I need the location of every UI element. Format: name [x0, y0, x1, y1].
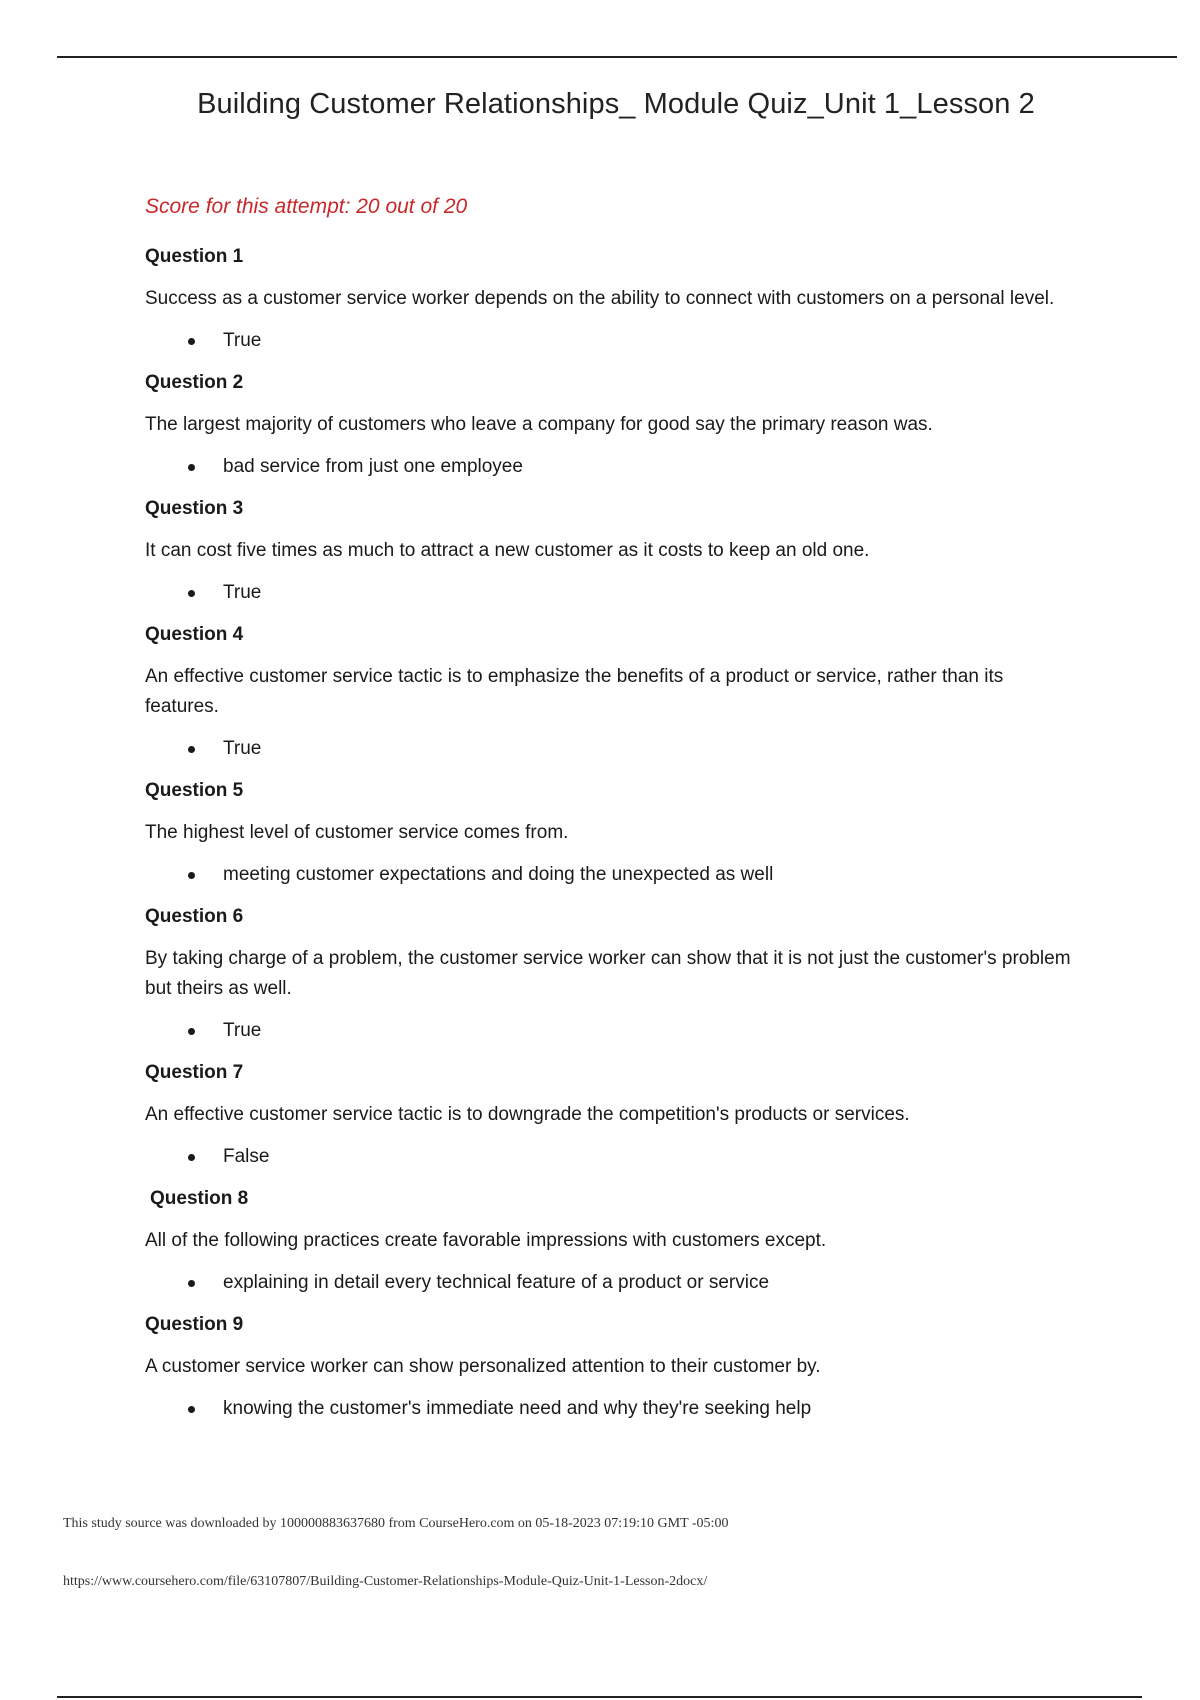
question-label: Question 4 — [145, 624, 244, 645]
score-text: Score for this attempt: 20 out of 20 — [145, 195, 468, 218]
question-7 — [145, 1060, 1080, 1172]
answer-text: True — [223, 330, 262, 351]
question-label: Question 8 — [150, 1188, 249, 1209]
question-label: Question 3 — [145, 498, 244, 519]
question-label: Question 2 — [145, 372, 244, 393]
answer-item — [145, 452, 1080, 482]
bullet-icon — [188, 1028, 195, 1035]
question-text: A customer service worker can show personalized attention to their customer by. — [145, 1356, 821, 1377]
answer-item — [145, 326, 1080, 356]
answer-item — [145, 578, 1080, 608]
answer-item — [145, 1268, 1080, 1298]
answer-item — [145, 1394, 1080, 1424]
question-6 — [145, 904, 1080, 1046]
question-2 — [145, 370, 1080, 482]
answer-text: True — [223, 738, 262, 759]
bullet-icon — [188, 338, 195, 345]
source-note: This study source was downloaded by 100000883637680 from CourseHero.com on 05-18-2023 07:19:10 GMT -05:00 — [63, 1516, 729, 1531]
question-text: The highest level of customer service comes from. — [145, 822, 569, 843]
question-text: Success as a customer service worker depends on the ability to connect with customers on a personal level. — [145, 288, 1055, 309]
question-text: An effective customer service tactic is to downgrade the competition's products or services. — [145, 1104, 910, 1125]
quiz-content — [145, 192, 1080, 1438]
bullet-icon — [188, 590, 195, 597]
question-3 — [145, 496, 1080, 608]
question-label: Question 7 — [145, 1062, 244, 1083]
bullet-icon — [188, 872, 195, 879]
answer-item — [145, 1142, 1080, 1172]
question-text: By taking charge of a problem, the customer service worker can show that it is not just the customer's problem but theirs as well. — [145, 948, 1071, 999]
question-4 — [145, 622, 1080, 764]
answer-text: False — [223, 1146, 270, 1167]
question-label: Question 6 — [145, 906, 244, 927]
bullet-icon — [188, 464, 195, 471]
source-url-link[interactable]: https://www.coursehero.com/file/63107807/Building-Customer-Relationships-Module-Quiz-Unit-1-Lesson-2docx/ — [63, 1574, 708, 1589]
question-5 — [145, 778, 1080, 890]
bullet-icon — [188, 746, 195, 753]
answer-item — [145, 860, 1080, 890]
question-9 — [145, 1312, 1080, 1424]
question-text: The largest majority of customers who leave a company for good say the primary reason was. — [145, 414, 933, 435]
bottom-rule — [57, 1696, 1142, 1698]
answer-item — [145, 734, 1080, 764]
question-text: An effective customer service tactic is to emphasize the benefits of a product or service, rather than its features. — [145, 666, 1004, 717]
answer-text: knowing the customer's immediate need and why they're seeking help — [223, 1398, 812, 1419]
question-label: Question 1 — [145, 246, 244, 267]
question-text: It can cost five times as much to attract a new customer as it costs to keep an old one. — [145, 540, 870, 561]
answer-text: meeting customer expectations and doing the unexpected as well — [223, 864, 774, 885]
question-1 — [145, 244, 1080, 356]
bullet-icon — [188, 1406, 195, 1413]
bullet-icon — [188, 1280, 195, 1287]
answer-text: explaining in detail every technical feature of a product or service — [223, 1272, 770, 1293]
answer-item — [145, 1016, 1080, 1046]
question-8 — [145, 1186, 1080, 1298]
bullet-icon — [188, 1154, 195, 1161]
answer-text: True — [223, 582, 262, 603]
question-label: Question 5 — [145, 780, 244, 801]
top-rule — [57, 56, 1177, 58]
document-title: Building Customer Relationships_ Module Quiz_Unit 1_Lesson 2 — [197, 88, 1035, 120]
answer-text: True — [223, 1020, 262, 1041]
question-label: Question 9 — [145, 1314, 244, 1335]
answer-text: bad service from just one employee — [223, 456, 523, 477]
question-text: All of the following practices create favorable impressions with customers except. — [145, 1230, 827, 1251]
